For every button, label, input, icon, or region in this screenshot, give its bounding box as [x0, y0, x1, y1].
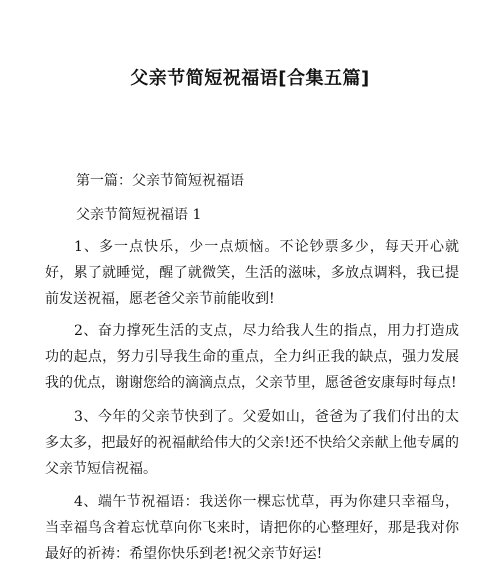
section-heading: 第一篇：父亲节简短祝福语 — [76, 173, 244, 189]
paragraph-1: 1、多一点快乐，少一点烦恼。不论钞票多少，每天开心就好，累了就睡觉，醒了就微笑，生活的滋味，多放点调料，我已提前发送祝福，愿老爸父亲节前能收到! — [45, 239, 459, 307]
paragraph-2: 2、奋力撑死生活的支点，尽力给我人生的指点，用力打造成功的起点，努力引导我生命的重点，全力纠正我的缺点，强力发展我的优点，谢谢您给的滴滴点点，父亲节里，愿爸爸安康每时每点! — [45, 323, 459, 391]
document-title: 父亲节简短祝福语[合集五篇] — [130, 68, 370, 89]
paragraph-3: 3、今年的父亲节快到了。父爱如山，爸爸为了我们付出的太多太多，把最好的祝福献给伟大的父亲!还不快给父亲献上他专属的父亲节短信祝福。 — [45, 409, 459, 477]
sub-heading: 父亲节简短祝福语 1 — [76, 207, 202, 223]
paragraph-4: 4、端午节祝福语：我送你一棵忘忧草，再为你建只幸福鸟，当幸福鸟含着忘忧草向你飞来时，请把你的心整理好，那是我对你最好的祈祷：希望你快乐到老!祝父亲节好运! — [45, 494, 459, 562]
